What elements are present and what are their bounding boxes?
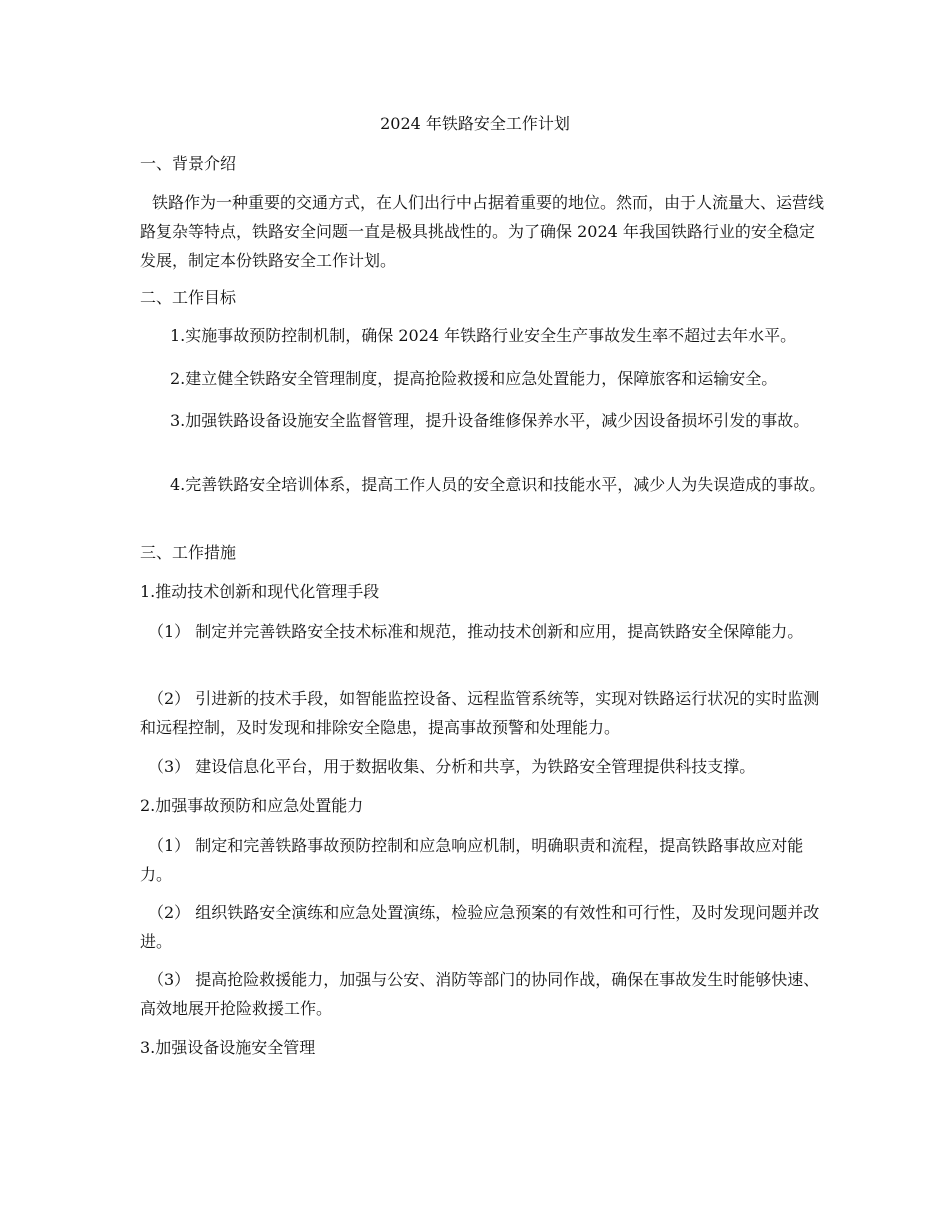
tech-item-1: （1） 制定并完善铁路安全技术标准和规范，推动技术创新和应用，提高铁路安全保障能力。 — [148, 622, 804, 641]
subsection-heading-prevention: 2.加强事故预防和应急处置能力 — [140, 796, 364, 815]
goal-item-4: 4.完善铁路安全培训体系，提高工作人员的安全意识和技能水平，减少人为失误造成的事故。 — [170, 475, 826, 494]
subsection-heading-equipment: 3.加强设备设施安全管理 — [140, 1038, 316, 1057]
prevention-item-3: （3） 提高抢险救援能力，加强与公安、消防等部门的协同作战，确保在事故发生时能够快速、高效地展开抢险救援工作。 — [140, 970, 820, 1018]
section-heading-goals: 二、工作目标 — [140, 288, 237, 307]
subsection-heading-tech: 1.推动技术创新和现代化管理手段 — [140, 582, 380, 601]
section-heading-background: 一、背景介绍 — [140, 154, 237, 173]
goal-item-1: 1.实施事故预防控制机制，确保 2024 年铁路行业安全生产事故发生率不超过去年水平。 — [170, 326, 797, 345]
prevention-item-1: （1） 制定和完善铁路事故预防控制和应急响应机制，明确职责和流程，提高铁路事故应对能力。 — [140, 836, 804, 884]
section-heading-measures: 三、工作措施 — [140, 543, 237, 562]
background-paragraph: 铁路作为一种重要的交通方式，在人们出行中占据着重要的地位。然而，由于人流量大、运营线路复杂等特点，铁路安全问题一直是极具挑战性的。为了确保 2024 年我国铁路行业的安全稳定发展，制定本份铁路安全工作计划。 — [140, 193, 825, 270]
prevention-item-2: （2） 组织铁路安全演练和应急处置演练，检验应急预案的有效性和可行性，及时发现问题并改进。 — [140, 903, 820, 951]
document-title: 2024 年铁路安全工作计划 — [380, 114, 570, 133]
goal-item-3: 3.加强铁路设备设施安全监督管理，提升设备维修保养水平，减少因设备损坏引发的事故。 — [170, 411, 810, 430]
tech-item-2: （2） 引进新的技术手段，如智能监控设备、远程监管系统等，实现对铁路运行状况的实时监测和远程控制，及时发现和排除安全隐患，提高事故预警和处理能力。 — [140, 689, 820, 737]
tech-item-3: （3） 建设信息化平台，用于数据收集、分析和共享，为铁路安全管理提供科技支撑。 — [148, 757, 756, 776]
goal-item-2: 2.建立健全铁路安全管理制度，提高抢险救援和应急处置能力，保障旅客和运输安全。 — [170, 369, 778, 388]
